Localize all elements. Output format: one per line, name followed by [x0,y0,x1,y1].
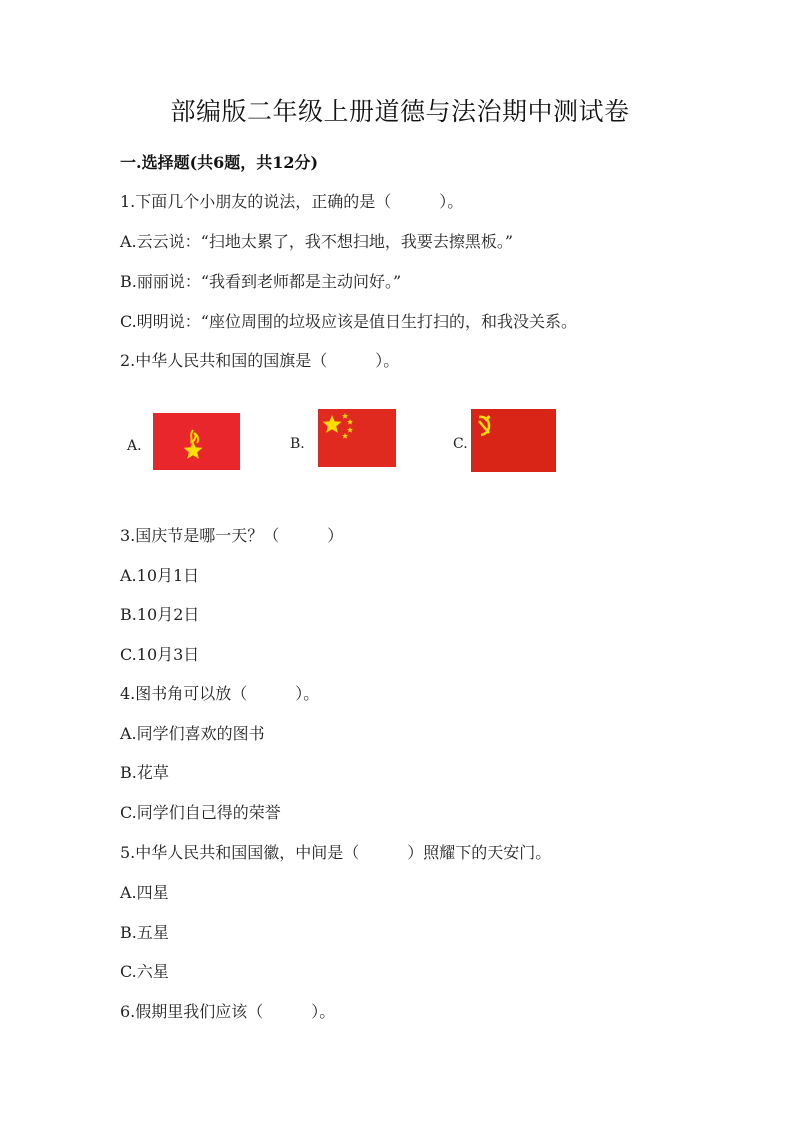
question-2-option-c-label: C. [453,436,468,452]
question-1-option-b: B.丽丽说：“我看到老师都是主动问好。” [120,272,402,291]
question-5-option-a: A.四星 [120,883,169,902]
question-4-option-b: B.花草 [120,763,169,782]
question-2-stem: 2.中华人民共和国的国旗是（ ）。 [120,351,400,370]
question-3-option-b: B.10月2日 [120,605,200,624]
question-2-option-b-label: B. [290,436,305,452]
question-6-stem: 6.假期里我们应该（ ）。 [120,1002,336,1021]
page-title: 部编版二年级上册道德与法治期中测试卷 [170,97,630,126]
five-star-red-flag-icon [318,409,396,467]
question-4-option-c: C.同学们自己得的荣誉 [120,803,281,822]
question-5-option-b: B.五星 [120,923,169,942]
question-2-option-a-label: A. [127,438,142,454]
question-1-option-a: A.云云说：“扫地太累了，我不想扫地，我要去擦黑板。” [120,232,514,251]
question-4-stem: 4.图书角可以放（ ）。 [120,684,320,703]
hammer-sickle-flag-icon [471,409,556,472]
question-4-option-a: A.同学们喜欢的图书 [120,724,265,743]
question-1-option-c: C.明明说：“座位周围的垃圾应该是值日生打扫的，和我没关系。 [120,312,577,331]
question-1-stem: 1.下面几个小朋友的说法，正确的是（ ）。 [120,192,464,211]
section-heading: 一.选择题(共6题，共12分) [120,153,319,172]
young-pioneers-flag-icon [153,413,240,470]
question-3-option-a: A.10月1日 [120,566,200,585]
question-5-option-c: C.六星 [120,962,169,981]
question-3-stem: 3.国庆节是哪一天？（ ） [120,526,344,545]
question-3-option-c: C.10月3日 [120,645,200,664]
question-5-stem: 5.中华人民共和国国徽，中间是（ ）照耀下的天安门。 [120,843,552,862]
